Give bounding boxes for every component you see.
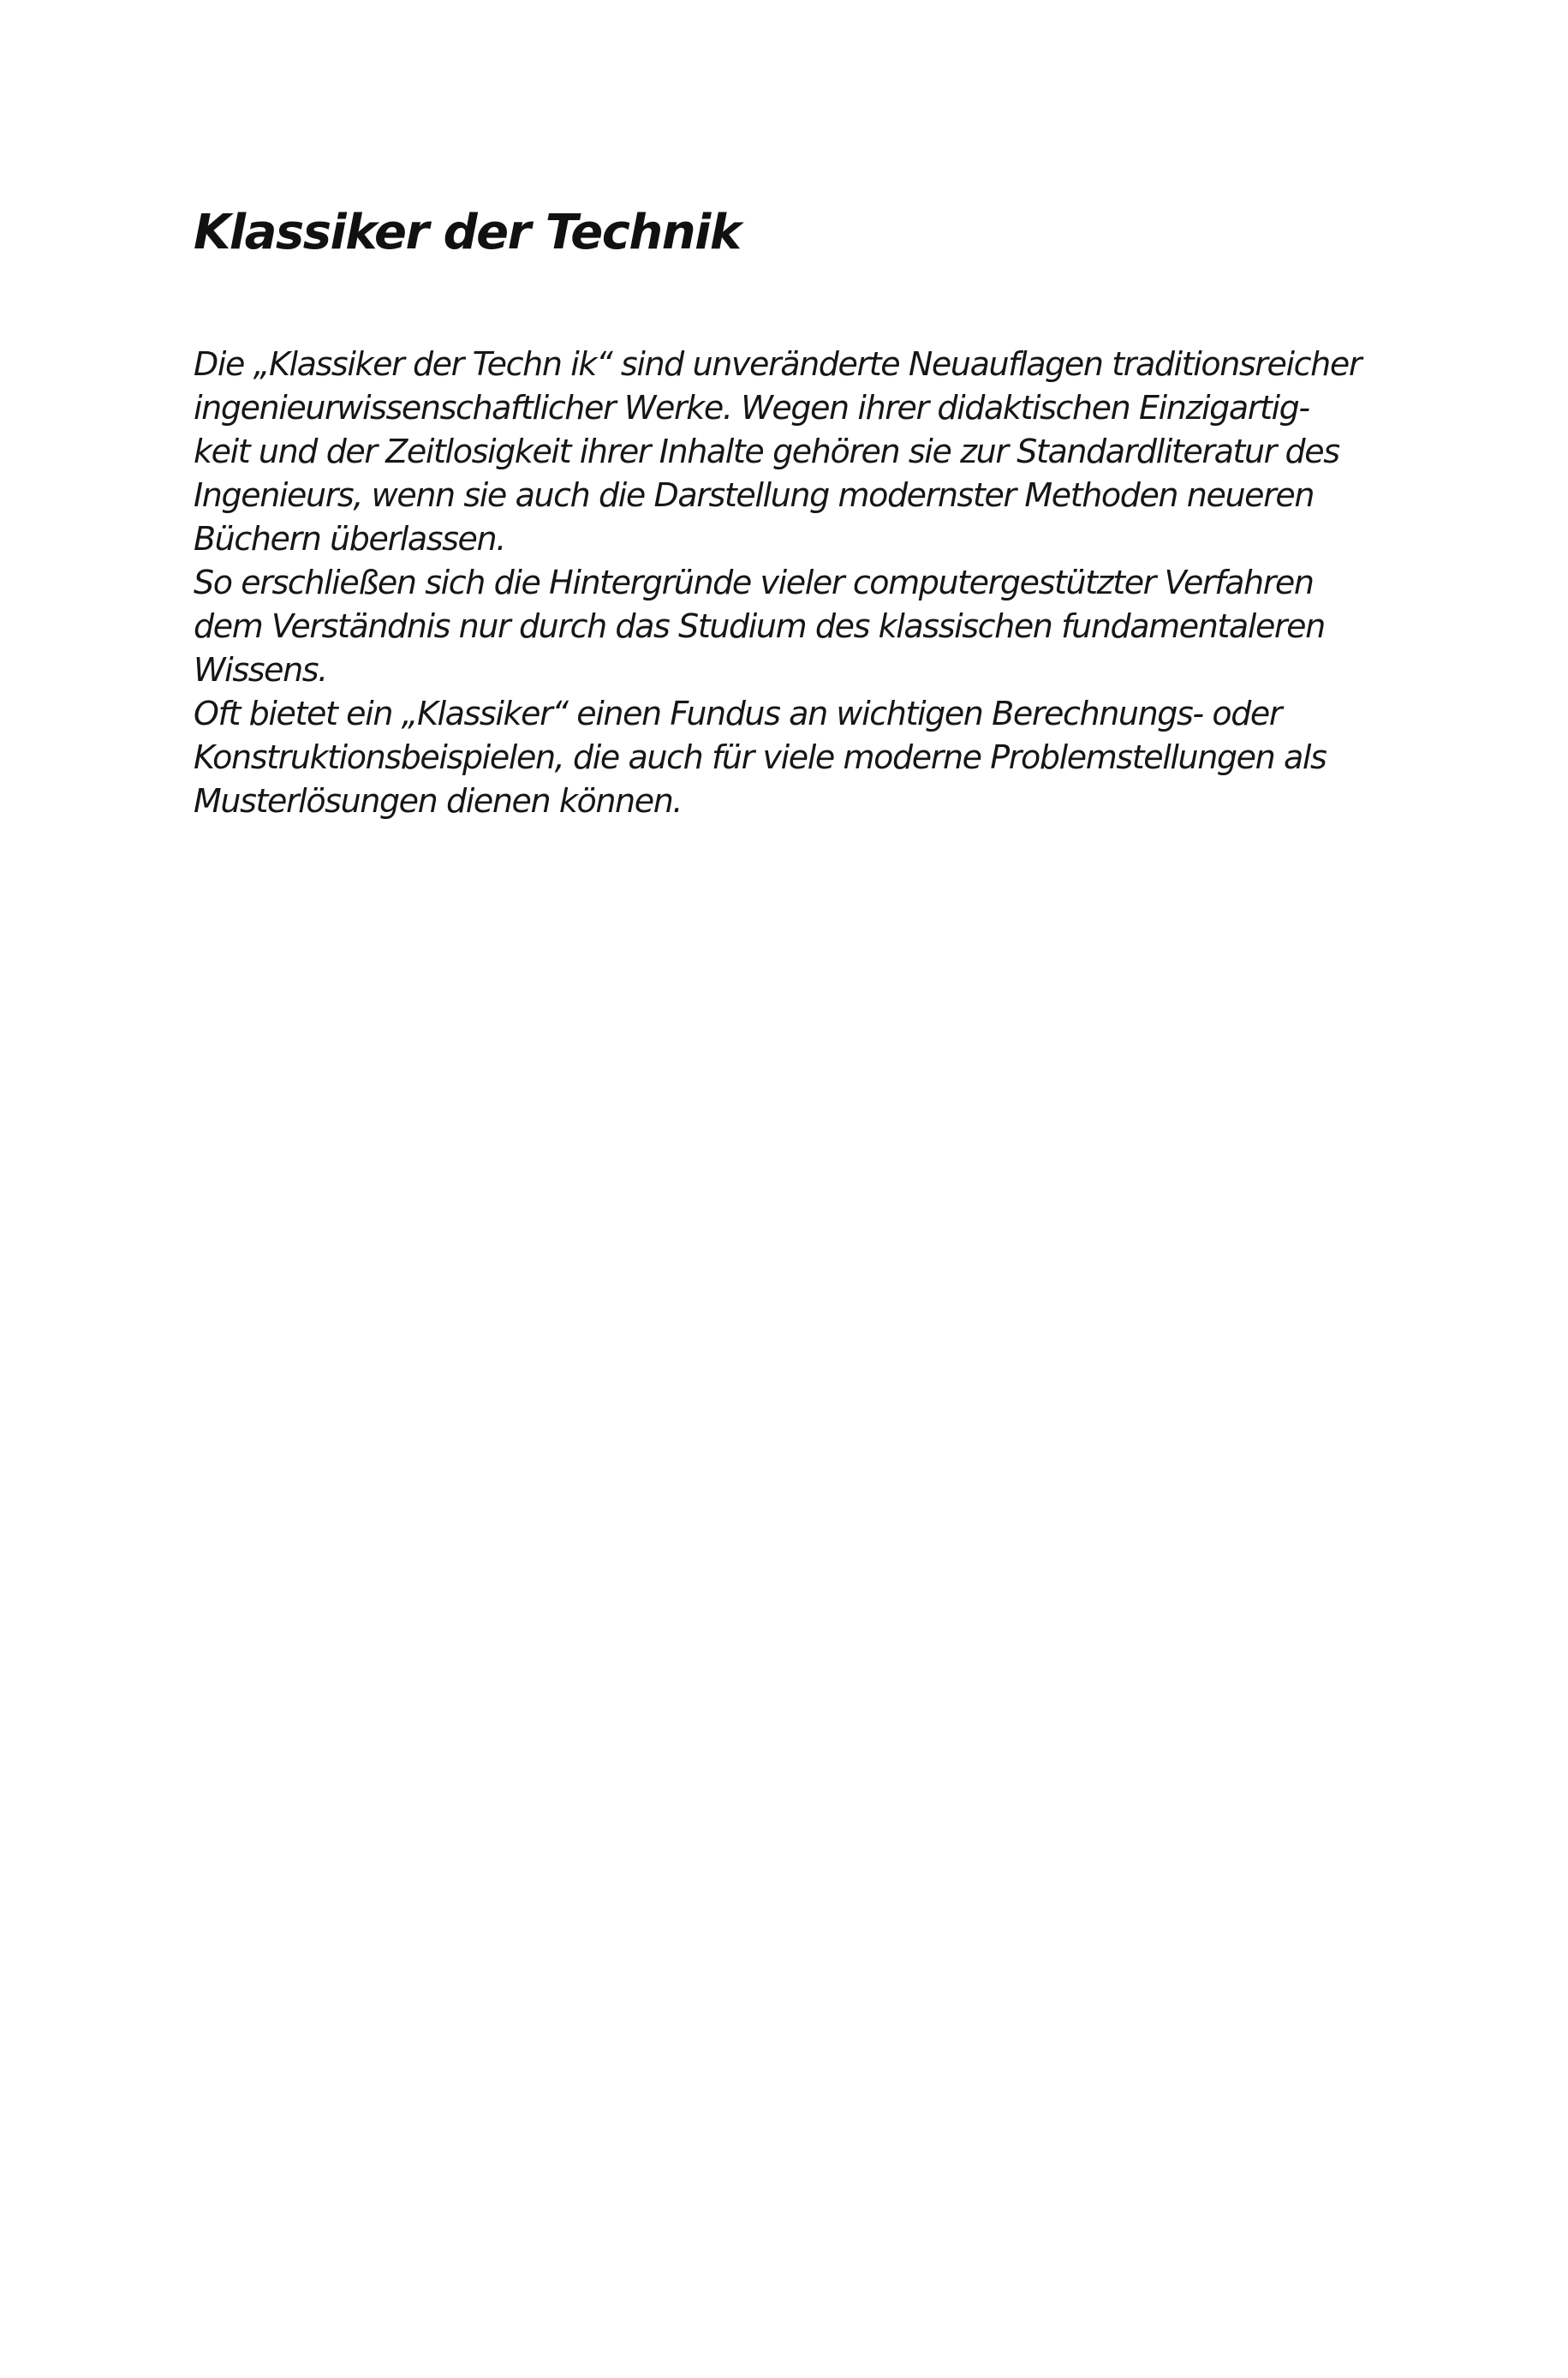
text-line: Wissens.: [194, 651, 327, 689]
body-text: [194, 343, 1418, 823]
text-line: Die „Klassiker der Techn ik“ sind unveränderte Neuauflagen traditionsreicher: [194, 345, 1362, 383]
text-line: Musterlösungen dienen können.: [194, 782, 683, 820]
text-line: Büchern überlassen.: [194, 520, 505, 558]
text-line: Oft bietet ein „Klassiker“ einen Fundus an wichtigen Berechnungs- oder: [194, 695, 1282, 732]
text-line: dem Verständnis nur durch das Studium des klassischen fundamentaleren: [194, 607, 1325, 645]
page-title: Klassiker der Technik: [194, 205, 741, 260]
text-line: keit und der Zeitlosigkeit ihrer Inhalte gehören sie zur Standardliteratur des: [194, 433, 1339, 470]
text-line: Ingenieurs, wenn sie auch die Darstellung modernster Methoden neueren: [194, 476, 1315, 514]
text-line: So erschließen sich die Hintergründe vieler computergestützter Verfahren: [194, 564, 1314, 601]
text-line: ingenieurwissenschaftlicher Werke. Wegen ihrer didaktischen Einzigartig-: [194, 389, 1309, 427]
page-content: [194, 202, 1418, 823]
text-line: Konstruktionsbeispielen, die auch für viele moderne Problemstellungen als: [194, 738, 1327, 776]
